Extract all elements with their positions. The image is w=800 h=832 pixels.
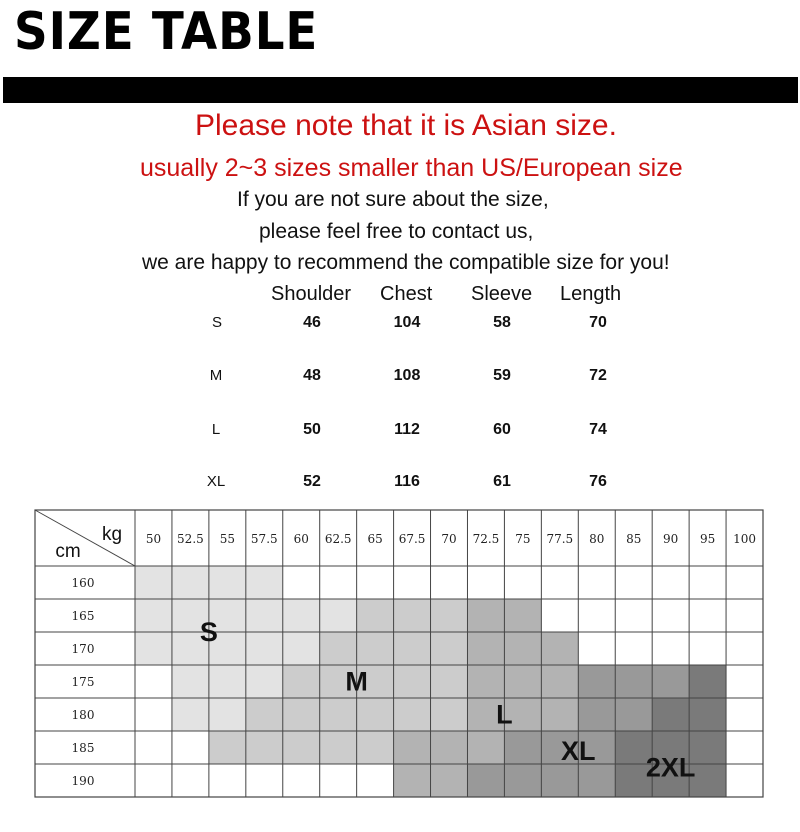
grid-cell-none xyxy=(172,764,209,797)
grid-cell-none xyxy=(689,566,726,599)
grid-cell-none xyxy=(726,665,763,698)
weight-unit-label: kg xyxy=(101,524,123,545)
weight-tick-label: 70 xyxy=(441,532,457,546)
height-tick-label: 185 xyxy=(71,741,95,755)
grid-cell-S xyxy=(283,599,320,632)
grid-cell-M xyxy=(320,632,357,665)
grid-cell-M xyxy=(431,632,468,665)
grid-cell-none xyxy=(726,566,763,599)
table-cell: 46 xyxy=(303,314,321,331)
grid-cell-none xyxy=(467,566,504,599)
height-tick-label: 165 xyxy=(71,609,95,623)
row-size-label: S xyxy=(211,314,223,331)
height-tick-label: 160 xyxy=(71,576,95,590)
grid-cell-M xyxy=(394,599,431,632)
height-tick-label: 170 xyxy=(71,642,95,656)
weight-tick-label: 65 xyxy=(367,532,383,546)
grid-cell-XL xyxy=(541,764,578,797)
grid-cell-none xyxy=(726,764,763,797)
grid-cell-L xyxy=(541,698,578,731)
size-region-label-2xl: 2XL xyxy=(645,752,696,783)
grid-cell-L xyxy=(504,599,541,632)
grid-cell-none xyxy=(689,632,726,665)
weight-tick-label: 50 xyxy=(145,532,162,546)
grid-cell-none xyxy=(320,764,357,797)
grid-cell-M xyxy=(209,731,246,764)
help-text-line-3: we are happy to recommend the compatible size for you! xyxy=(142,251,670,274)
grid-cell-S xyxy=(172,665,209,698)
grid-cell-S xyxy=(320,599,357,632)
table-cell: 52 xyxy=(303,473,321,490)
grid-cell-L xyxy=(394,764,431,797)
grid-cell-S xyxy=(246,665,283,698)
grid-cell-none xyxy=(652,566,689,599)
grid-cell-2XL xyxy=(652,698,689,731)
grid-cell-XL xyxy=(504,764,541,797)
grid-cell-M xyxy=(394,698,431,731)
grid-cell-none xyxy=(578,599,615,632)
weight-tick-label: 80 xyxy=(589,532,605,546)
height-tick-label: 175 xyxy=(71,675,95,689)
grid-cell-XL xyxy=(652,665,689,698)
weight-tick-label: 62.5 xyxy=(324,532,352,546)
grid-cell-none xyxy=(726,632,763,665)
grid-cell-none xyxy=(135,698,172,731)
grid-cell-none xyxy=(357,764,394,797)
height-unit-label: cm xyxy=(55,541,81,562)
grid-cell-M xyxy=(394,665,431,698)
table-cell: 58 xyxy=(493,314,511,331)
weight-tick-label: 95 xyxy=(699,532,716,546)
grid-cell-L xyxy=(504,665,541,698)
grid-cell-XL xyxy=(615,665,652,698)
grid-cell-S xyxy=(135,632,172,665)
grid-cell-none xyxy=(431,566,468,599)
grid-cell-S xyxy=(209,698,246,731)
grid-cell-none xyxy=(652,599,689,632)
header-chest: Chest xyxy=(380,283,433,305)
grid-cell-S xyxy=(135,599,172,632)
row-size-label: XL xyxy=(206,473,226,490)
weight-tick-label: 57.5 xyxy=(250,532,278,546)
grid-cell-2XL xyxy=(689,698,726,731)
grid-cell-L xyxy=(467,731,504,764)
grid-cell-none xyxy=(320,566,357,599)
grid-cell-none xyxy=(615,599,652,632)
grid-cell-S xyxy=(209,566,246,599)
grid-cell-M xyxy=(431,665,468,698)
grid-cell-XL xyxy=(578,764,615,797)
help-text-line-1: If you are not sure about the size, xyxy=(237,188,549,211)
grid-cell-none xyxy=(726,731,763,764)
size-region-label-m: M xyxy=(345,666,368,697)
grid-cell-XL xyxy=(467,764,504,797)
grid-cell-none xyxy=(652,632,689,665)
grid-cell-S xyxy=(172,566,209,599)
grid-cell-M xyxy=(320,698,357,731)
size-region-label-l: L xyxy=(496,699,513,730)
grid-cell-none xyxy=(541,599,578,632)
grid-cell-S xyxy=(246,566,283,599)
row-size-label: M xyxy=(209,367,223,384)
weight-tick-label: 100 xyxy=(733,532,756,546)
grid-cell-none xyxy=(615,632,652,665)
grid-cell-M xyxy=(394,632,431,665)
grid-cell-S xyxy=(209,665,246,698)
grid-cell-M xyxy=(431,599,468,632)
grid-cell-M xyxy=(357,698,394,731)
grid-cell-L xyxy=(431,764,468,797)
grid-cell-L xyxy=(467,632,504,665)
height-tick-label: 180 xyxy=(71,708,95,722)
weight-tick-label: 90 xyxy=(663,532,679,546)
weight-tick-label: 85 xyxy=(626,532,642,546)
table-cell: 72 xyxy=(589,367,607,384)
grid-cell-none xyxy=(246,764,283,797)
grid-cell-none xyxy=(541,566,578,599)
grid-cell-L xyxy=(394,731,431,764)
grid-cell-M xyxy=(320,731,357,764)
grid-cell-2XL xyxy=(689,665,726,698)
grid-cell-S xyxy=(246,632,283,665)
grid-cell-M xyxy=(357,731,394,764)
size-difference-notice: usually 2~3 sizes smaller than US/European size xyxy=(140,154,683,182)
grid-cell-none xyxy=(578,632,615,665)
grid-cell-none xyxy=(578,566,615,599)
asian-size-notice: Please note that it is Asian size. xyxy=(195,109,617,142)
grid-cell-none xyxy=(283,764,320,797)
grid-cell-L xyxy=(541,665,578,698)
grid-cell-L xyxy=(504,632,541,665)
grid-cell-M xyxy=(283,698,320,731)
height-tick-label: 190 xyxy=(71,774,95,788)
grid-cell-none xyxy=(726,698,763,731)
grid-cell-M xyxy=(283,665,320,698)
grid-cell-none xyxy=(172,731,209,764)
table-cell: 61 xyxy=(493,473,511,490)
grid-cell-M xyxy=(357,599,394,632)
table-cell: 112 xyxy=(394,421,420,438)
grid-cell-none xyxy=(135,764,172,797)
grid-cell-XL xyxy=(578,665,615,698)
grid-cell-S xyxy=(283,632,320,665)
header-length: Length xyxy=(560,283,622,305)
table-cell: 59 xyxy=(493,367,511,384)
table-cell: 48 xyxy=(303,367,321,384)
grid-cell-M xyxy=(431,698,468,731)
grid-cell-L xyxy=(467,665,504,698)
help-text-line-2: please feel free to contact us, xyxy=(259,220,534,243)
row-size-label: L xyxy=(211,421,221,438)
weight-tick-label: 60 xyxy=(293,532,309,546)
table-cell: 50 xyxy=(303,421,321,438)
grid-cell-M xyxy=(246,731,283,764)
size-region-label-s: S xyxy=(199,617,218,647)
grid-cell-none xyxy=(135,665,172,698)
grid-cell-none xyxy=(209,764,246,797)
grid-cell-none xyxy=(394,566,431,599)
table-cell: 60 xyxy=(493,421,511,438)
grid-cell-none xyxy=(504,566,541,599)
grid-cell-none xyxy=(726,599,763,632)
table-cell: 76 xyxy=(589,473,607,490)
grid-cell-L xyxy=(541,632,578,665)
table-cell: 104 xyxy=(393,314,421,331)
table-cell: 74 xyxy=(589,421,607,438)
grid-cell-XL xyxy=(504,731,541,764)
header-sleeve: Sleeve xyxy=(471,283,533,305)
table-cell: 116 xyxy=(394,473,420,490)
table-cell: 108 xyxy=(393,367,421,384)
grid-cell-S xyxy=(135,566,172,599)
grid-cell-S xyxy=(246,599,283,632)
grid-cell-none xyxy=(135,731,172,764)
weight-tick-label: 55 xyxy=(219,532,235,546)
grid-cell-M xyxy=(246,698,283,731)
header-shoulder: Shoulder xyxy=(271,283,352,305)
grid-cell-none xyxy=(357,566,394,599)
weight-tick-label: 75 xyxy=(515,532,531,546)
grid-cell-none xyxy=(283,566,320,599)
grid-cell-none xyxy=(689,599,726,632)
weight-tick-label: 67.5 xyxy=(398,532,426,546)
grid-cell-L xyxy=(431,731,468,764)
weight-tick-label: 72.5 xyxy=(472,532,500,546)
grid-cell-M xyxy=(283,731,320,764)
weight-tick-label: 52.5 xyxy=(177,532,204,546)
weight-tick-label: 77.5 xyxy=(546,532,574,546)
table-cell: 70 xyxy=(589,314,607,331)
grid-cell-XL xyxy=(578,698,615,731)
grid-cell-none xyxy=(615,566,652,599)
grid-cell-XL xyxy=(615,698,652,731)
size-region-label-xl: XL xyxy=(561,735,596,766)
page-title: SIZE TABLE xyxy=(14,2,319,62)
grid-cell-S xyxy=(172,698,209,731)
grid-cell-L xyxy=(467,599,504,632)
grid-cell-M xyxy=(357,632,394,665)
